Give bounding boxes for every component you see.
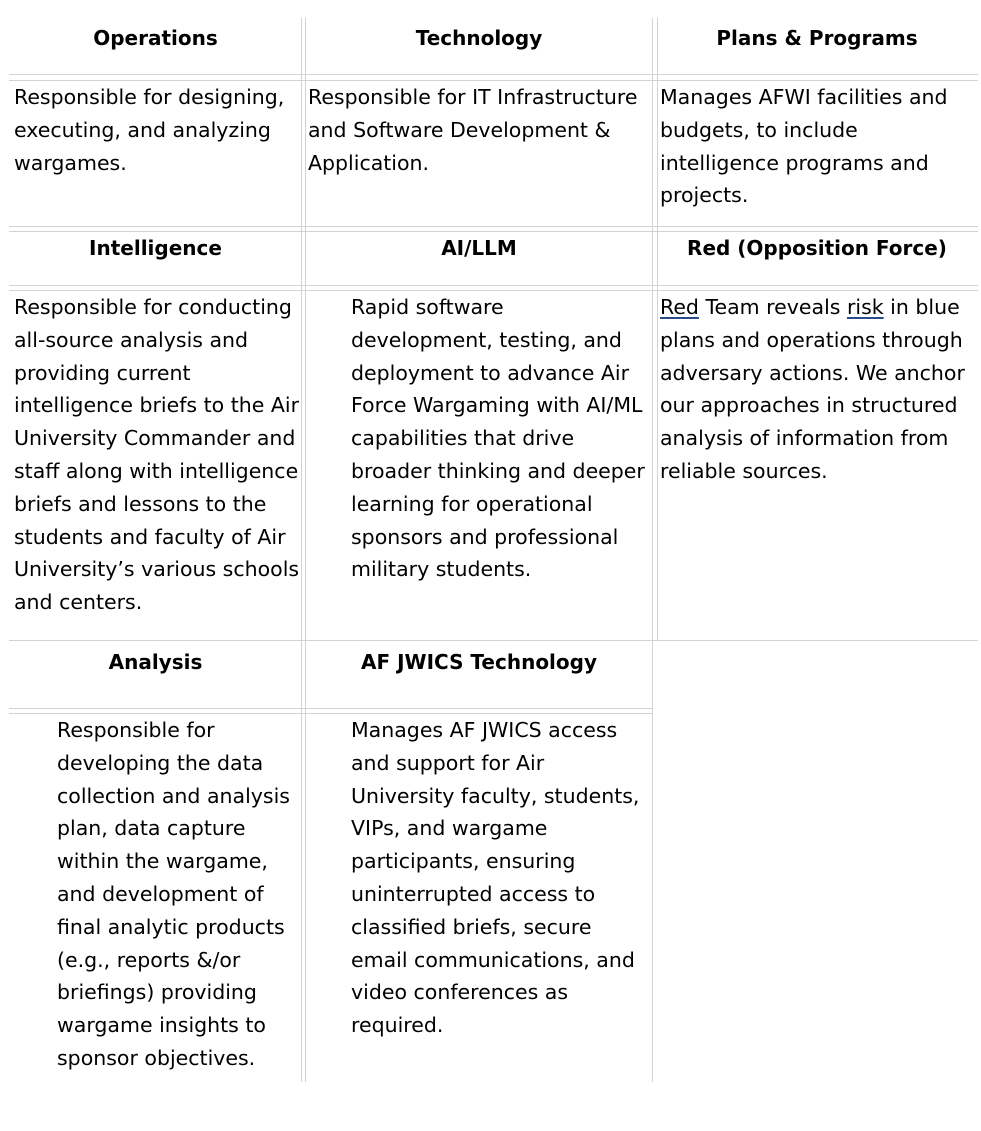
desc-text: Team reveals	[698, 295, 847, 319]
cell-desc-operations: Responsible for designing, executing, and analyzing wargames.	[14, 85, 285, 175]
spelling-underlined-word: risk	[846, 295, 884, 319]
cell-desc-red-opposition-force	[660, 210, 978, 488]
cell-title-af-jwics-technology: AF JWICS Technology	[360, 650, 598, 674]
grid-line	[305, 18, 306, 1082]
cell-title-ai-llm: AI/LLM	[441, 236, 517, 260]
grid-line	[301, 18, 302, 1082]
cell-title-red-opposition-force: Red (Opposition Force)	[687, 236, 947, 260]
desc-text: in blue plans and operations through adversary actions. We anchor our approaches in structured analysis of information from reliable sources.	[660, 295, 965, 483]
cell-desc-plans-programs: Manages AFWI facilities and budgets, to include intelligence programs and projects.	[660, 85, 948, 208]
grid-line	[657, 18, 658, 640]
cell-title-technology: Technology	[415, 26, 543, 50]
cell-title-intelligence: Intelligence	[89, 236, 222, 260]
cell-title-analysis: Analysis	[108, 650, 203, 674]
grid-line	[652, 18, 653, 1082]
cell-desc-intelligence: Responsible for conducting all-source analysis and providing current intelligence briefs to the Air University Commander and staff along with intelligence briefs and lessons to the students and faculty of Air University’s various schools and centers.	[14, 295, 300, 615]
cell-desc-af-jwics-technology: Manages AF JWICS access and support for Air University faculty, students, VIPs, and wargame participants, ensuring uninterrupted access to classified briefs, secure email communications, and video conferences as required.	[351, 718, 640, 1038]
cell-desc-analysis: Responsible for developing the data collection and analysis plan, data capture within the wargame, and development of final analytic products (e.g., reports &/or briefings) providing wargame insights to sponsor objectives.	[57, 718, 290, 1070]
cell-title-plans-programs: Plans & Programs	[716, 26, 918, 50]
cell-desc-technology: Responsible for IT Infrastructure and Software Development & Application.	[308, 85, 638, 175]
cell-title-operations: Operations	[93, 26, 218, 50]
cell-desc-ai-llm: Rapid software development, testing, and deployment to advance Air Force Wargaming with AI/ML capabilities that drive broader thinking and deeper learning for operational sponsors and professional military students.	[351, 295, 645, 582]
spelling-underlined-word: Red	[660, 295, 699, 319]
